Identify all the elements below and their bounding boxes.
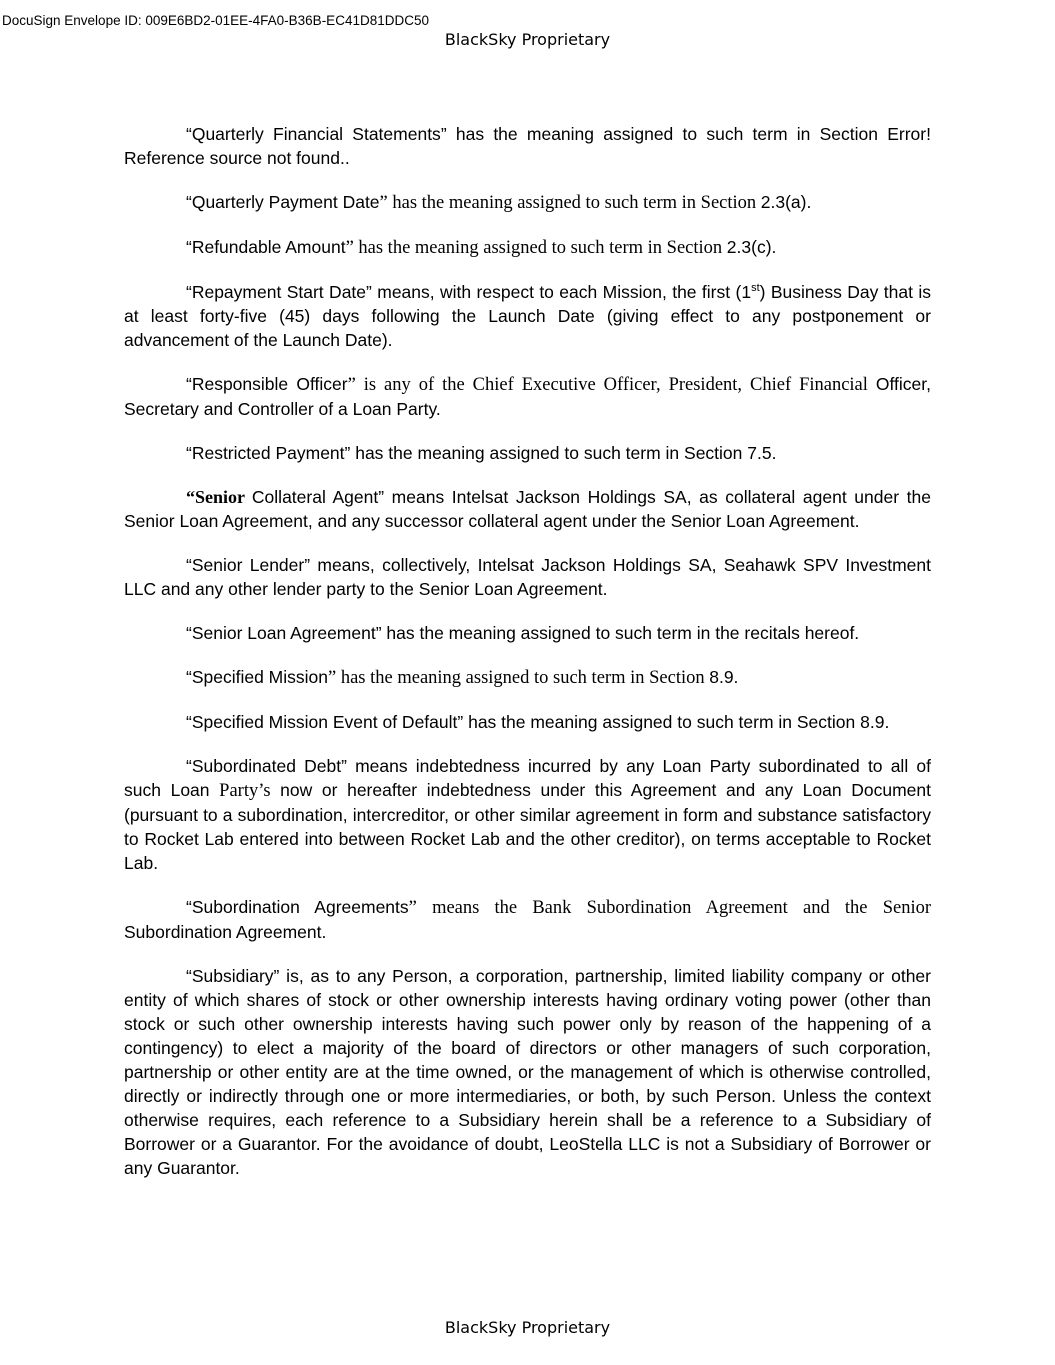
definition-body: ” has the meaning assigned to such term in the recitals hereof. — [375, 623, 860, 643]
definition-restricted-payment — [124, 441, 931, 465]
definition-body: ” has the meaning assigned to such term in Section — [345, 238, 727, 258]
definition-body: ” means Intelsat Jackson Holdings SA, as collateral agent under the Senior Loan Agreement, and any successor collateral agent under the Senior Loan Agreement. — [124, 487, 931, 531]
definition-body: ” has the meaning assigned to such term in Section Error! Reference source not found.. — [124, 124, 931, 168]
definition-body-continued: ) Business Day that is at least forty-five (45) days following the Launch Date (giving effect to any postponement or advancement of the Launch Date). — [124, 282, 931, 350]
defined-term: “Quarterly Payment Date — [186, 192, 380, 212]
defined-term: “Specified Mission Event of Default — [186, 712, 458, 732]
defined-term-prefix: “Senior — [186, 487, 252, 507]
definition-quarterly-payment-date — [124, 190, 931, 215]
defined-term: “Quarterly Financial Statements — [186, 124, 441, 144]
definition-responsible-officer — [124, 372, 931, 421]
section-reference: 2.3(c). — [726, 237, 777, 257]
defined-term: “Senior Loan Agreement — [186, 623, 376, 643]
definition-quarterly-financial-statements — [124, 122, 931, 170]
definition-body: ” has the meaning assigned to such term in Section — [379, 193, 761, 213]
defined-term: “Senior Lender — [186, 555, 305, 575]
definition-body-continued: Subordination Agreement. — [124, 922, 327, 942]
definition-refundable-amount — [124, 235, 931, 260]
definition-repayment-start-date — [124, 280, 931, 352]
defined-term: “Subordination Agreements — [186, 897, 409, 917]
definition-body-continued: now or hereafter indebtedness under this Agreement and any Loan Document (pursuant to a subordination, intercreditor, or other similar agreement in form and substance satisfactory to Rocket Lab entered into between Rocket Lab and the other creditor), on terms acceptable to Rocket Lab. — [124, 780, 931, 873]
header-proprietary-label: BlackSky Proprietary — [444, 30, 611, 49]
ordinal-suffix: st — [751, 282, 760, 295]
section-reference: 2.3(a). — [760, 192, 812, 212]
definition-subordinated-debt — [124, 754, 931, 875]
definition-body: ” has the meaning assigned to such term in Section 7.5. — [344, 443, 777, 463]
definition-body: ” is any of the Chief Executive Officer, President, Chief Financial — [347, 375, 876, 395]
section-reference: 8.9. — [709, 667, 739, 687]
defined-term: “Responsible Officer — [186, 374, 348, 394]
definition-body: ” is, as to any Person, a corporation, partnership, limited liability company or other entity of which shares of stock or other ownership interests having ordinary voting power (other than stock or such other ownership interests having such power only by reason of the happening of a contingency) to elect a majority of the board of directors or other managers of such corporation, partnership or other entity are at the time owned, or the management of which is otherwise controlled, directly or indirectly through one or more intermediaries, or both, by such Person. Unless the context otherwise requires, each reference to a Subsidiary herein shall be a reference to a Subsidiary of Borrower or a Guarantor. For the avoidance of doubt, LeoStella LLC is not a Subsidiary of Borrower or any Guarantor. — [124, 966, 931, 1178]
definition-body: ” means, with respect to each Mission, the first (1 — [366, 282, 752, 302]
definition-specified-mission — [124, 665, 931, 690]
defined-term: “Refundable Amount — [186, 237, 346, 257]
definition-body: ” means the Bank Subordination Agreement and the Senior — [408, 898, 931, 918]
docusign-envelope-id: DocuSign Envelope ID: 009E6BD2-01EE-4FA0-B36B-EC41D81DDC50 — [2, 13, 429, 28]
definition-subordination-agreements — [124, 895, 931, 944]
defined-term: “Subsidiary — [186, 966, 274, 986]
footer-proprietary-label: BlackSky Proprietary — [444, 1318, 611, 1337]
defined-term: “Subordinated Debt — [186, 756, 342, 776]
definition-subsidiary — [124, 964, 931, 1180]
defined-term: “Repayment Start Date — [186, 282, 367, 302]
definitions-section — [124, 122, 931, 1180]
definition-senior-lender — [124, 553, 931, 601]
definition-specified-mission-event-of-default — [124, 710, 931, 734]
definition-body: ” means indebtedness incurred by any Loan Party subordinated to all of such Loan — [124, 756, 931, 800]
definition-senior-collateral-agent — [124, 485, 931, 533]
definition-body: ” means, collectively, Intelsat Jackson Holdings SA, Seahawk SPV Investment LLC and any other lender party to the Senior Loan Agreement. — [124, 555, 931, 599]
definition-body-continued: Officer, Secretary and Controller of a Loan Party. — [124, 374, 931, 419]
defined-term: “Restricted Payment — [186, 443, 345, 463]
definition-senior-loan-agreement — [124, 621, 931, 645]
definition-body: ” has the meaning assigned to such term in Section 8.9. — [457, 712, 890, 732]
definition-body-possessive: Party’s — [219, 781, 271, 801]
defined-term: Collateral Agent — [251, 487, 379, 507]
defined-term: “Specified Mission — [186, 667, 328, 687]
definition-body: ” has the meaning assigned to such term in Section — [328, 668, 710, 688]
